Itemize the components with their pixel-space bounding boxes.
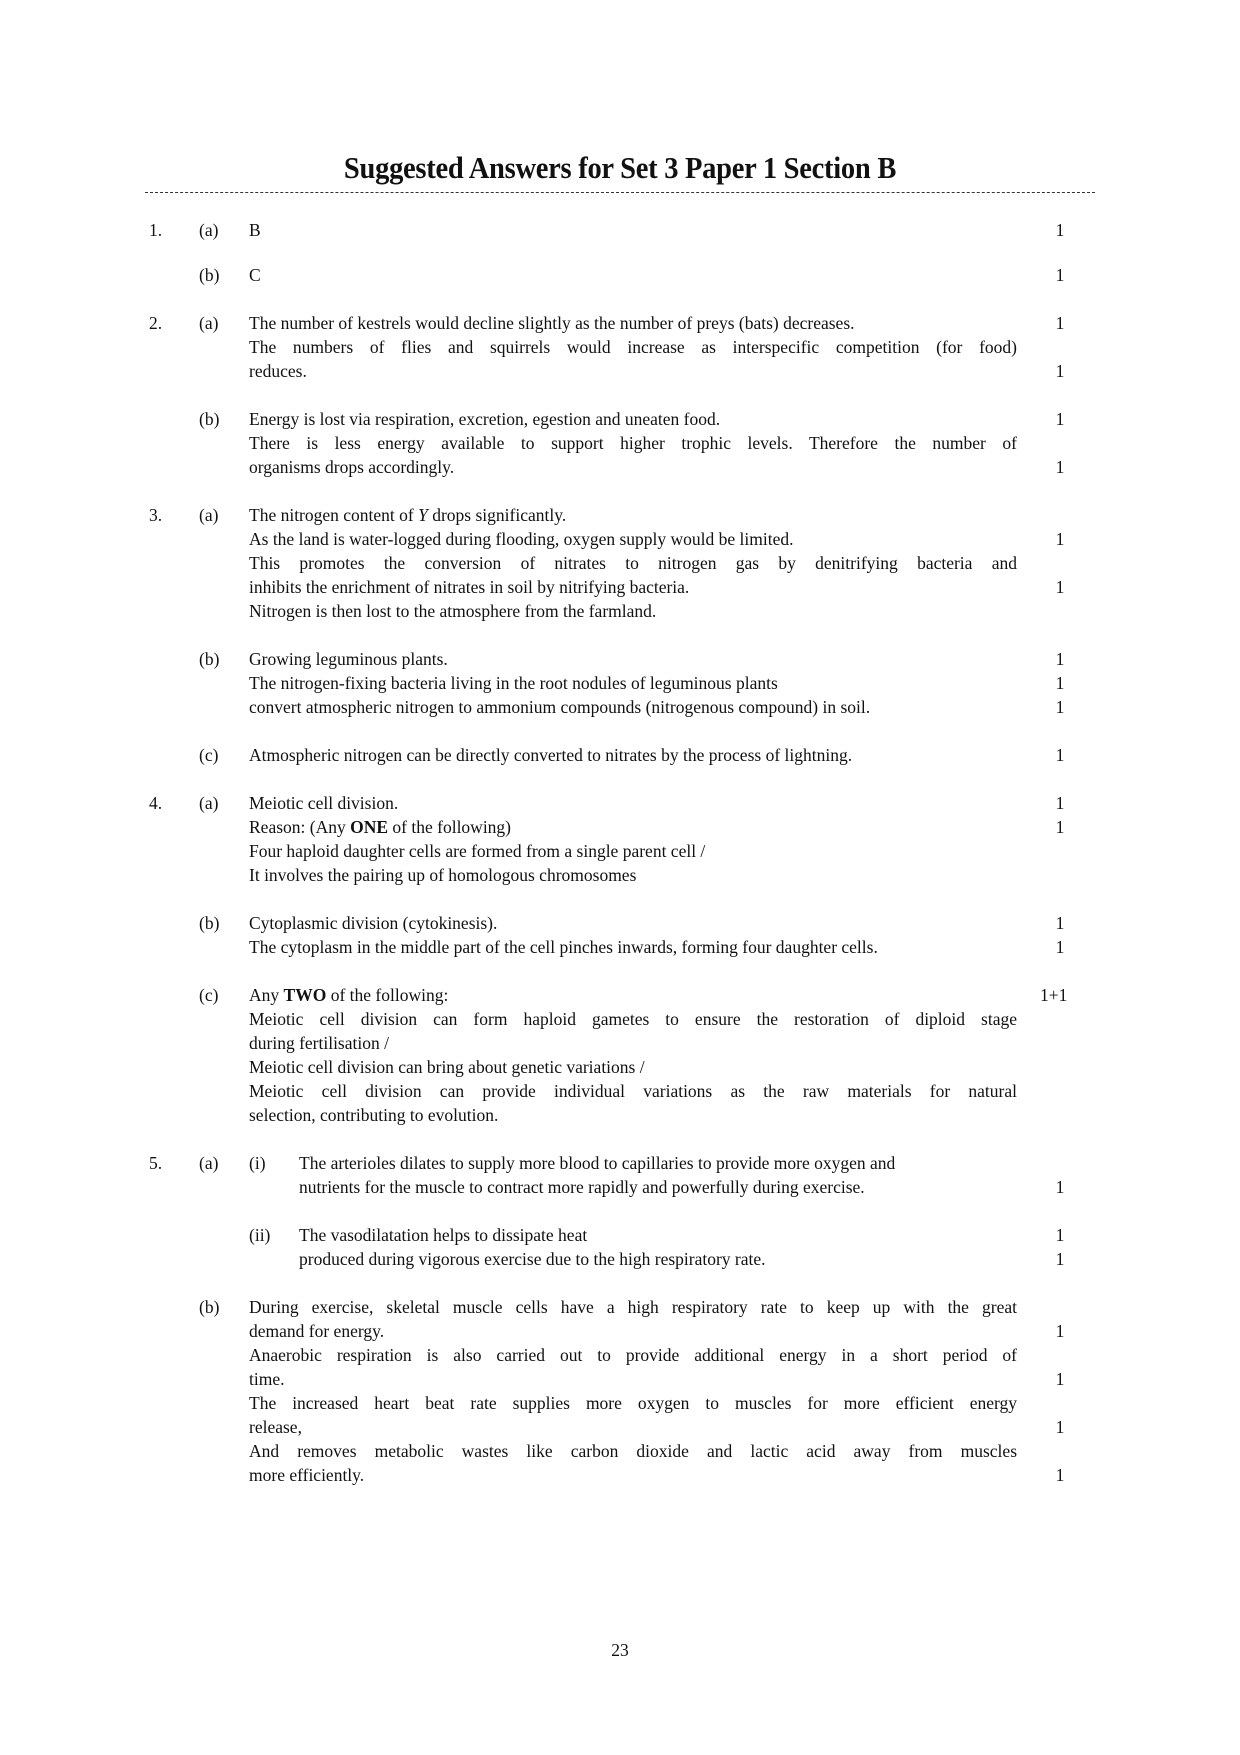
mark: 1 — [1055, 673, 1065, 693]
answer-line: Meiotic cell division can form haploid gametes to ensure the restoration of diploid stage — [249, 1009, 1017, 1029]
mark: 1 — [1055, 745, 1065, 765]
dashed-divider — [145, 192, 1095, 193]
part-label: (b) — [199, 409, 220, 429]
mark: 1 — [1055, 361, 1065, 381]
answer-line: nutrients for the muscle to contract more rapidly and powerfully during exercise. — [299, 1177, 865, 1197]
mark: 1+1 — [1040, 985, 1068, 1005]
mark: 1 — [1055, 529, 1065, 549]
part-label: (b) — [199, 1297, 220, 1317]
answer-line: Meiotic cell division can provide individual variations as the raw materials for natural — [249, 1081, 1017, 1101]
question-number: 4. — [149, 793, 163, 813]
mark: 1 — [1055, 409, 1065, 429]
answer-line: The nitrogen content of Y drops significantly. — [249, 505, 567, 525]
answer-line: The nitrogen-fixing bacteria living in the root nodules of leguminous plants — [249, 673, 778, 693]
question-number: 1. — [149, 220, 163, 240]
part-label: (a) — [199, 1153, 219, 1173]
part-label: (c) — [199, 985, 219, 1005]
answer-line: C — [249, 265, 261, 285]
answer-line: organisms drops accordingly. — [249, 457, 455, 477]
mark: 1 — [1055, 913, 1065, 933]
answer-line: During exercise, skeletal muscle cells have a high respiratory rate to keep up with the great — [249, 1297, 1017, 1317]
mark: 1 — [1055, 220, 1065, 240]
part-label: (a) — [199, 220, 219, 240]
answer-line: The cytoplasm in the middle part of the cell pinches inwards, forming four daughter cells. — [249, 937, 878, 957]
answer-line: demand for energy. — [249, 1321, 385, 1341]
question-number: 2. — [149, 313, 163, 333]
mark: 1 — [1055, 697, 1065, 717]
answer-line: inhibits the enrichment of nitrates in soil by nitrifying bacteria. — [249, 577, 690, 597]
mark: 1 — [1055, 265, 1065, 285]
answer-line: Cytoplasmic division (cytokinesis). — [249, 913, 498, 933]
answer-line: Energy is lost via respiration, excretion, egestion and uneaten food. — [249, 409, 721, 429]
mark: 1 — [1055, 577, 1065, 597]
mark: 1 — [1055, 1225, 1065, 1245]
answer-line: Any TWO of the following: — [249, 985, 449, 1005]
answer-line: produced during vigorous exercise due to the high respiratory rate. — [299, 1249, 766, 1269]
page-title: Suggested Answers for Set 3 Paper 1 Section B — [343, 150, 897, 185]
part-label: (b) — [199, 913, 220, 933]
mark: 1 — [1055, 1177, 1065, 1197]
answer-line: selection, contributing to evolution. — [249, 1105, 499, 1125]
answer-line: The vasodilatation helps to dissipate heat — [299, 1225, 588, 1245]
part-label: (a) — [199, 505, 219, 525]
answer-line: B — [249, 220, 261, 240]
mark: 1 — [1055, 457, 1065, 477]
answer-line: Four haploid daughter cells are formed from a single parent cell / — [249, 841, 706, 861]
answer-line: This promotes the conversion of nitrates to nitrogen gas by denitrifying bacteria and — [249, 553, 1017, 573]
question-number: 3. — [149, 505, 163, 525]
answer-line: during fertilisation / — [249, 1033, 389, 1053]
answer-line: release, — [249, 1417, 302, 1437]
answer-line: Growing leguminous plants. — [249, 649, 448, 669]
answer-line: Nitrogen is then lost to the atmosphere from the farmland. — [249, 601, 657, 621]
mark: 1 — [1055, 1465, 1065, 1485]
answer-line: time. — [249, 1369, 285, 1389]
subpart-label: (i) — [249, 1153, 266, 1173]
answer-line: more efficiently. — [249, 1465, 365, 1485]
answer-line: Meiotic cell division. — [249, 793, 399, 813]
part-label: (a) — [199, 793, 219, 813]
mark: 1 — [1055, 649, 1065, 669]
mark: 1 — [1055, 1249, 1065, 1269]
mark: 1 — [1055, 817, 1065, 837]
mark: 1 — [1055, 313, 1065, 333]
part-label: (a) — [199, 313, 219, 333]
answer-line: And removes metabolic wastes like carbon dioxide and lactic acid away from muscles — [249, 1441, 1017, 1461]
answer-line: The increased heart beat rate supplies more oxygen to muscles for more efficient energy — [249, 1393, 1017, 1413]
answer-line: It involves the pairing up of homologous chromosomes — [249, 865, 637, 885]
answer-line: As the land is water-logged during flooding, oxygen supply would be limited. — [249, 529, 794, 549]
answer-line: The arterioles dilates to supply more blood to capillaries to provide more oxygen and — [299, 1153, 896, 1173]
part-label: (c) — [199, 745, 219, 765]
answer-line: The numbers of flies and squirrels would increase as interspecific competition (for food) — [249, 337, 1017, 357]
mark: 1 — [1055, 793, 1065, 813]
answer-line: reduces. — [249, 361, 307, 381]
answer-line: There is less energy available to support higher trophic levels. Therefore the number of — [249, 433, 1017, 453]
mark: 1 — [1055, 937, 1065, 957]
part-label: (b) — [199, 265, 220, 285]
answer-line: Anaerobic respiration is also carried out to provide additional energy in a short period of — [249, 1345, 1017, 1365]
answer-line: Reason: (Any ONE of the following) — [249, 817, 512, 837]
answer-line: Meiotic cell division can bring about genetic variations / — [249, 1057, 645, 1077]
answer-line: Atmospheric nitrogen can be directly converted to nitrates by the process of lightning. — [249, 745, 853, 765]
subpart-label: (ii) — [249, 1225, 271, 1245]
mark: 1 — [1055, 1369, 1065, 1389]
mark: 1 — [1055, 1321, 1065, 1341]
part-label: (b) — [199, 649, 220, 669]
answer-line: The number of kestrels would decline slightly as the number of preys (bats) decreases. — [249, 313, 855, 333]
question-number: 5. — [149, 1153, 163, 1173]
mark: 1 — [1055, 1417, 1065, 1437]
page-number: 23 — [611, 1640, 629, 1660]
answer-line: convert atmospheric nitrogen to ammonium compounds (nitrogenous compound) in soil. — [249, 697, 871, 717]
